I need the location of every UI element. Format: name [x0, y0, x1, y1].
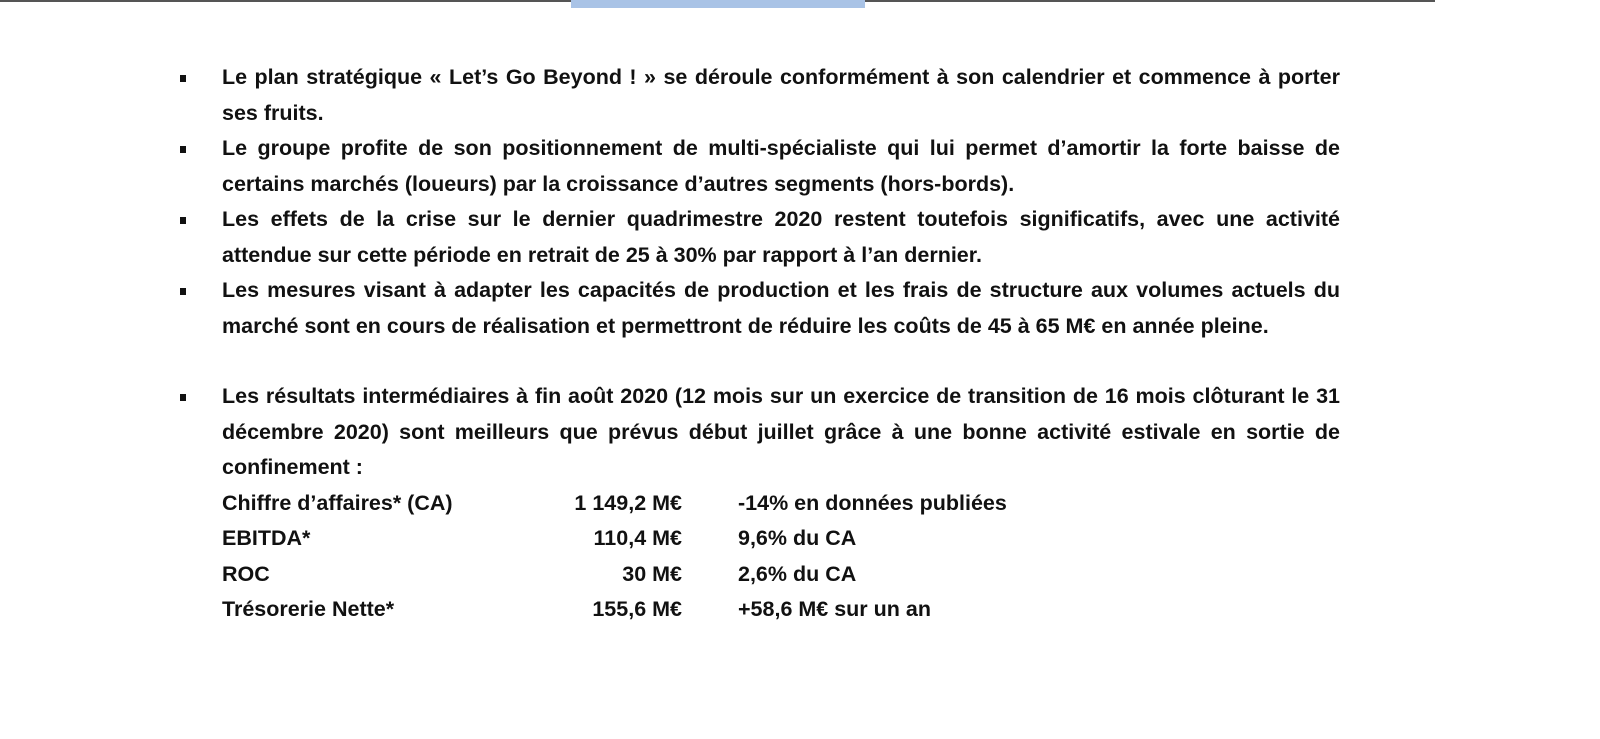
square-bullet-icon: [180, 394, 186, 401]
bullet-item: [180, 202, 1340, 273]
metric-value: 1 149,2 M€: [574, 490, 682, 515]
table-row: [222, 521, 1340, 557]
metric-label: Trésorerie Nette*: [222, 597, 395, 621]
metric-value: 110,4 M€: [593, 526, 682, 550]
metric-note: 2,6% du CA: [738, 561, 857, 586]
bullet-text: Les mesures visant à adapter les capacités de production et les frais de structure aux volumes actuels du marché sont en cours de réalisation et permettront de réduire les coûts de 45 à 65 M€ en année pleine.: [222, 278, 1340, 338]
metric-note: -14% en données publiées: [738, 490, 1007, 515]
bullet-item: [180, 379, 1340, 486]
metric-note: 9,6% du CA: [738, 526, 857, 550]
metric-value: 30 M€: [622, 561, 682, 586]
square-bullet-icon: [180, 217, 186, 224]
results-table: [222, 486, 1340, 628]
square-bullet-icon: [180, 288, 186, 295]
metric-label: ROC: [222, 561, 270, 586]
metric-label: EBITDA*: [222, 526, 311, 550]
table-row: [222, 557, 1340, 593]
table-row: [222, 486, 1340, 522]
table-row: [222, 592, 1340, 628]
bullet-text: Les effets de la crise sur le dernier quadrimestre 2020 restent toutefois significatifs, avec une activité attendue sur cette période en retrait de 25 à 30% par rapport à l’an dernier.: [222, 207, 1340, 267]
section-spacer: [180, 344, 1340, 379]
bullet-item: [180, 131, 1340, 202]
bullet-item: [180, 60, 1340, 131]
bullet-text: Le plan stratégique « Let’s Go Beyond ! » se déroule conformément à son calendrier et commence à porter ses fruits.: [222, 65, 1340, 125]
square-bullet-icon: [180, 146, 186, 153]
square-bullet-icon: [180, 75, 186, 82]
metric-note: +58,6 M€ sur un an: [738, 597, 931, 621]
bullet-item: [180, 273, 1340, 344]
top-accent-bar: [571, 0, 865, 8]
document-body: [180, 60, 1340, 628]
bullet-text: Le groupe profite de son positionnement de multi-spécialiste qui lui permet d’amortir la forte baisse de certains marchés (loueurs) par la croissance d’autres segments (hors-bords).: [222, 136, 1340, 196]
metric-label: Chiffre d’affaires* (CA): [222, 490, 453, 515]
bullet-text: Les résultats intermédiaires à fin août 2020 (12 mois sur un exercice de transition de 16 mois clôturant le 31 décembre 2020) sont meilleurs que prévus début juillet grâce à une bonne activité estivale en sortie de confinement :: [222, 384, 1340, 479]
metric-value: 155,6 M€: [592, 597, 682, 621]
